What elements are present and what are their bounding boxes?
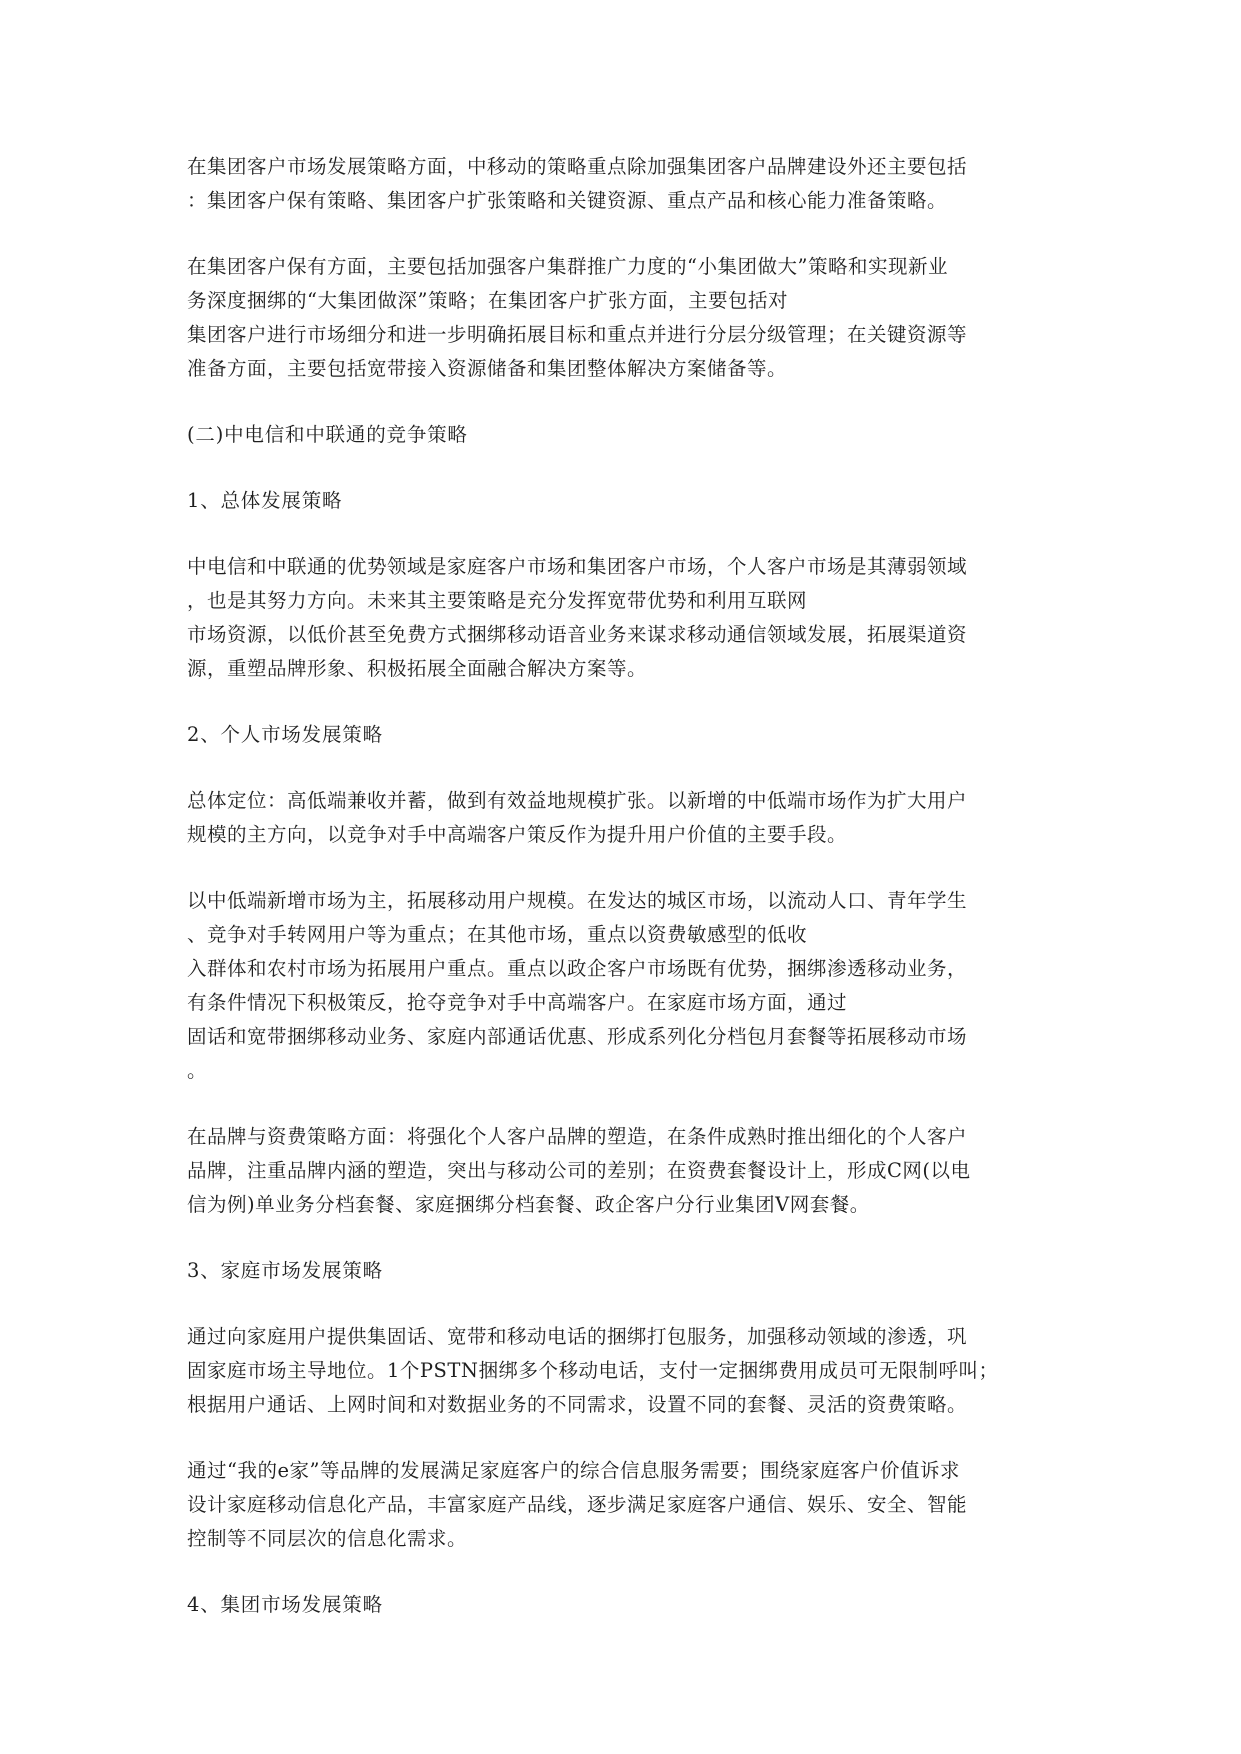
paragraph-spacing bbox=[187, 1222, 1057, 1254]
paragraph-line: 总体定位：高低端兼收并蓄，做到有效益地规模扩张。以新增的中低端市场作为扩大用户 bbox=[187, 789, 968, 812]
body-paragraph bbox=[187, 784, 1057, 852]
section-heading bbox=[187, 718, 1057, 752]
paragraph-line: 务深度捆绑的“大集团做深”策略；在集团客户扩张方面，主要包括对 bbox=[187, 289, 788, 312]
section-heading bbox=[187, 1254, 1057, 1288]
document-body bbox=[187, 150, 1057, 1622]
paragraph-spacing bbox=[187, 1288, 1057, 1320]
paragraph-spacing bbox=[187, 1088, 1057, 1120]
paragraph-line: 以中低端新增市场为主，拓展移动用户规模。在发达的城区市场，以流动人口、青年学生 bbox=[187, 889, 968, 912]
paragraph-line: 控制等不同层次的信息化需求。 bbox=[187, 1527, 468, 1550]
paragraph-line: 在品牌与资费策略方面：将强化个人客户品牌的塑造，在条件成熟时推出细化的个人客户 bbox=[187, 1125, 968, 1148]
paragraph-line: 固家庭市场主导地位。1个PSTN捆绑多个移动电话，支付一定捆绑费用成员可无限制呼叫； bbox=[187, 1359, 999, 1382]
paragraph-line: 、竞争对手转网用户等为重点；在其他市场，重点以资费敏感型的低收 bbox=[187, 923, 808, 946]
body-paragraph bbox=[187, 250, 1057, 386]
heading-text: 1、总体发展策略 bbox=[187, 489, 343, 512]
heading-text: 3、家庭市场发展策略 bbox=[187, 1259, 383, 1282]
body-paragraph bbox=[187, 550, 1057, 686]
paragraph-spacing bbox=[187, 752, 1057, 784]
paragraph-spacing bbox=[187, 1556, 1057, 1588]
section-heading bbox=[187, 418, 1057, 452]
paragraph-line: 信为例)单业务分档套餐、家庭捆绑分档套餐、政企客户分行业集团V网套餐。 bbox=[187, 1193, 870, 1216]
paragraph-spacing bbox=[187, 1422, 1057, 1454]
body-paragraph bbox=[187, 1320, 1057, 1422]
heading-text: 2、个人市场发展策略 bbox=[187, 723, 383, 746]
paragraph-spacing bbox=[187, 218, 1057, 250]
paragraph-spacing bbox=[187, 686, 1057, 718]
paragraph-line: 根据用户通话、上网时间和对数据业务的不同需求，设置不同的套餐、灵活的资费策略。 bbox=[187, 1393, 968, 1416]
paragraph-line: 入群体和农村市场为拓展用户重点。重点以政企客户市场既有优势，捆绑渗透移动业务， bbox=[187, 957, 968, 980]
paragraph-line: ：集团客户保有策略、集团客户扩张策略和关键资源、重点产品和核心能力准备策略。 bbox=[187, 189, 948, 212]
paragraph-line: 源，重塑品牌形象、积极拓展全面融合解决方案等。 bbox=[187, 657, 648, 680]
paragraph-line: 通过向家庭用户提供集固话、宽带和移动电话的捆绑打包服务，加强移动领域的渗透，巩 bbox=[187, 1325, 968, 1348]
paragraph-line: 市场资源，以低价甚至免费方式捆绑移动语音业务来谋求移动通信领域发展，拓展渠道资 bbox=[187, 623, 968, 646]
paragraph-line: 在集团客户保有方面，主要包括加强客户集群推广力度的“小集团做大”策略和实现新业 bbox=[187, 255, 948, 278]
paragraph-line: 通过“我的e家”等品牌的发展满足家庭客户的综合信息服务需要；围绕家庭客户价值诉求 bbox=[187, 1459, 960, 1482]
body-paragraph bbox=[187, 150, 1057, 218]
paragraph-line: 准备方面，主要包括宽带接入资源储备和集团整体解决方案储备等。 bbox=[187, 357, 788, 380]
heading-text: (二)中电信和中联通的竞争策略 bbox=[187, 423, 468, 446]
paragraph-line: 集团客户进行市场细分和进一步明确拓展目标和重点并进行分层分级管理；在关键资源等 bbox=[187, 323, 968, 346]
paragraph-line: 。 bbox=[187, 1059, 208, 1082]
section-heading bbox=[187, 1588, 1057, 1622]
paragraph-spacing bbox=[187, 452, 1057, 484]
paragraph-spacing bbox=[187, 386, 1057, 418]
body-paragraph bbox=[187, 1120, 1057, 1222]
body-paragraph bbox=[187, 1454, 1057, 1556]
paragraph-spacing bbox=[187, 852, 1057, 884]
paragraph-spacing bbox=[187, 518, 1057, 550]
heading-text: 4、集团市场发展策略 bbox=[187, 1593, 383, 1616]
paragraph-line: 固话和宽带捆绑移动业务、家庭内部通话优惠、形成系列化分档包月套餐等拓展移动市场 bbox=[187, 1025, 968, 1048]
paragraph-line: 在集团客户市场发展策略方面，中移动的策略重点除加强集团客户品牌建设外还主要包括 bbox=[187, 155, 968, 178]
paragraph-line: 有条件情况下积极策反，抢夺竞争对手中高端客户。在家庭市场方面，通过 bbox=[187, 991, 848, 1014]
paragraph-line: ，也是其努力方向。未来其主要策略是充分发挥宽带优势和利用互联网 bbox=[187, 589, 808, 612]
section-heading bbox=[187, 484, 1057, 518]
paragraph-line: 品牌，注重品牌内涵的塑造，突出与移动公司的差别；在资费套餐设计上，形成C网(以电 bbox=[187, 1159, 971, 1182]
body-paragraph bbox=[187, 884, 1057, 1088]
paragraph-line: 设计家庭移动信息化产品，丰富家庭产品线，逐步满足家庭客户通信、娱乐、安全、智能 bbox=[187, 1493, 968, 1516]
paragraph-line: 规模的主方向，以竞争对手中高端客户策反作为提升用户价值的主要手段。 bbox=[187, 823, 848, 846]
paragraph-line: 中电信和中联通的优势领域是家庭客户市场和集团客户市场，个人客户市场是其薄弱领域 bbox=[187, 555, 968, 578]
